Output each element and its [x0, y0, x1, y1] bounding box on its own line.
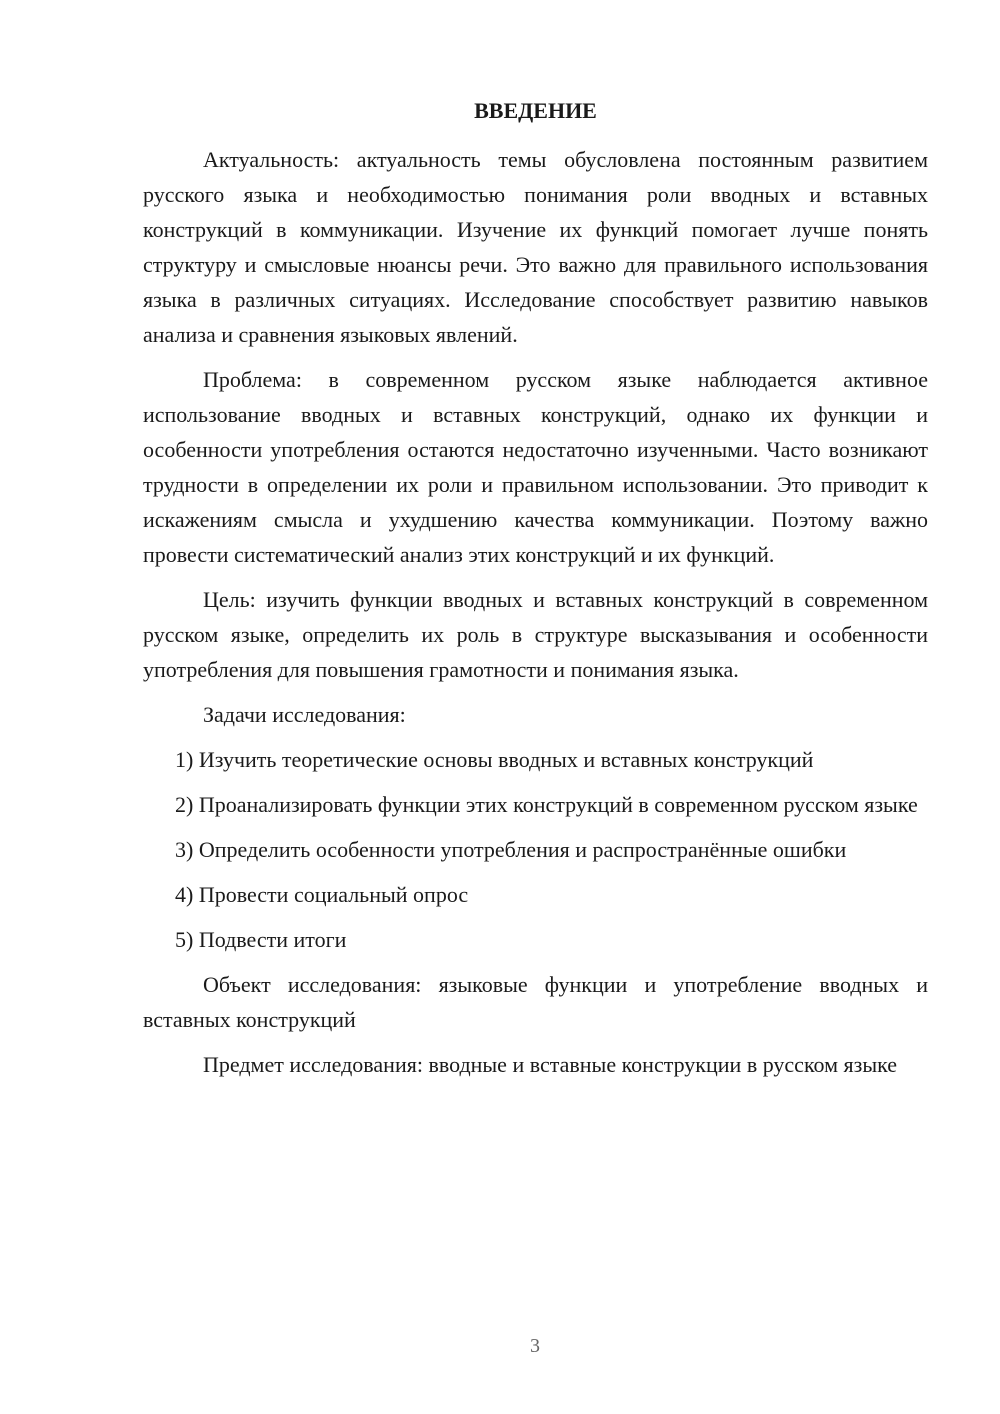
object-paragraph: Объект исследования: языковые функции и употребление вводных и вставных конструкций — [143, 972, 928, 1032]
relevance-paragraph: Актуальность: актуальность темы обусловлена постоянным развитием русского языка и необходимостью понимания роли вводных и вставных конструкций в коммуникации. Изучение их функций помогает лучше понять структуру и смысловые нюансы речи. Это важно для правильного использования языка в различных ситуациях. Исследование способствует развитию навыков анализа и сравнения языковых явлений. — [143, 147, 928, 347]
tasks-heading: Задачи исследования: — [203, 702, 406, 727]
task-item-5: 5) Подвести итоги — [175, 927, 347, 952]
document-body — [143, 142, 928, 1092]
page-number: 3 — [530, 1335, 540, 1357]
subject-paragraph: Предмет исследования: вводные и вставные конструкции в русском языке — [203, 1052, 898, 1077]
goal-paragraph: Цель: изучить функции вводных и вставных конструкций в современном русском языке, определить их роль в структуре высказывания и особенности употребления для повышения грамотности и понимания языка. — [143, 587, 928, 682]
problem-paragraph: Проблема: в современном русском языке наблюдается активное использование вводных и вставных конструкций, однако их функции и особенности употребления остаются недостаточно изученными. Часто возникают трудности в определении их роли и правильном использовании. Это приводит к искажениям смысла и ухудшению качества коммуникации. Поэтому важно провести систематический анализ этих конструкций и их функций. — [143, 367, 928, 567]
section-title: ВВЕДЕНИЕ — [474, 98, 597, 123]
task-item-1: 1) Изучить теоретические основы вводных и вставных конструкций — [175, 747, 814, 772]
task-item-3: 3) Определить особенности употребления и распространённые ошибки — [175, 837, 847, 862]
task-item-4: 4) Провести социальный опрос — [175, 882, 469, 907]
task-item-2: 2) Проанализировать функции этих конструкций в современном русском языке — [175, 792, 918, 817]
